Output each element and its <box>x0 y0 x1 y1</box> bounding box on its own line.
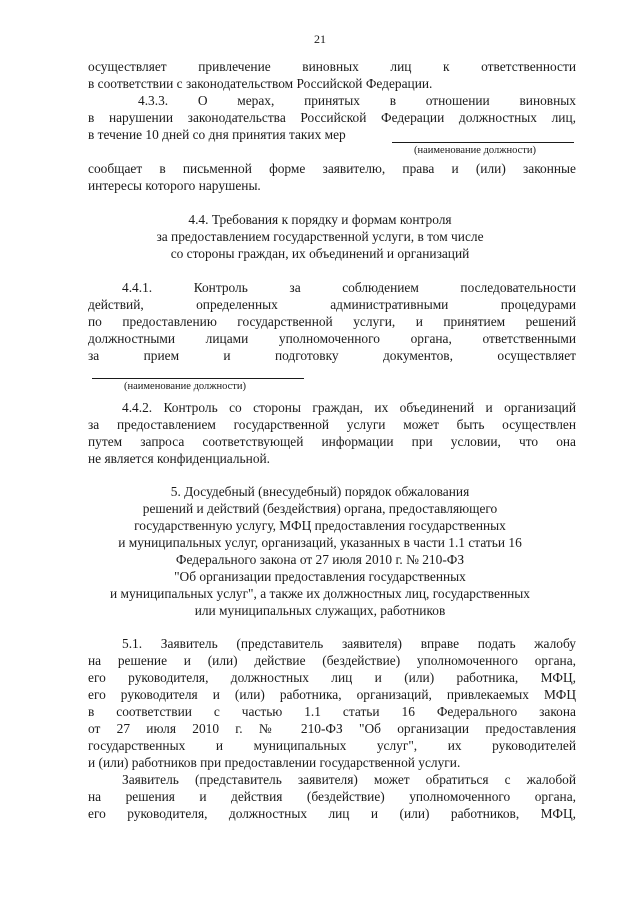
blank-underline <box>92 378 304 379</box>
text-line: 4.3.3. О мерах, принятых в отношении виновных <box>138 93 576 108</box>
text-line: в течение 10 дней со дня принятия таких мер <box>88 127 346 142</box>
page-number: 21 <box>314 32 326 46</box>
section-heading: решений и действий (бездействия) органа, предоставляющего <box>142 501 498 516</box>
text-line: 5.1. Заявитель (представитель заявителя) вправе подать жалобу <box>122 636 576 651</box>
text-line: в соответствии с частью 1.1 статьи 16 Федерального закона <box>88 704 576 719</box>
text-line: по предоставлению государственной услуги, и принятием решений <box>88 314 576 329</box>
text-line: Заявитель (представитель заявителя) может обратиться с жалобой <box>122 772 576 787</box>
text-line: в соответствии с законодательством Российской Федерации. <box>88 76 433 91</box>
text-line: сообщает в письменной форме заявителю, права и (или) законные <box>88 161 576 176</box>
field-caption: (наименование должности) <box>124 381 247 392</box>
section-heading: 5. Досудебный (внесудебный) порядок обжалования <box>170 484 470 499</box>
section-heading: со стороны граждан, их объединений и организаций <box>170 246 470 261</box>
text-line: за предоставлением государственной услуги может быть осуществлен <box>88 417 576 432</box>
section-heading: Федерального закона от 27 июля 2010 г. № 210-ФЗ <box>175 552 465 567</box>
text-line: за прием и подготовку документов, осуществляет <box>88 348 576 363</box>
text-line: 4.4.1. Контроль за соблюдением последовательности <box>122 280 576 295</box>
text-line: должностными лицами уполномоченного органа, ответственными <box>88 331 576 346</box>
section-heading: и муниципальных услуг", а также их должностных лиц, государственных <box>109 586 530 601</box>
blank-underline <box>392 142 574 143</box>
section-heading: "Об организации предоставления государственных <box>174 569 466 584</box>
text-line: на решение и (или) действие (бездействие) уполномоченного органа, <box>88 653 576 668</box>
text-line: на решения и действия (бездействие) уполномоченного органа, <box>88 789 576 804</box>
text-line: 4.4.2. Контроль со стороны граждан, их объединений и организаций <box>122 400 576 415</box>
section-heading: и муниципальных услуг, организаций, указанных в части 1.1 статьи 16 <box>118 535 522 550</box>
text-line: путем запроса соответствующей информации при условии, что она <box>88 434 576 449</box>
field-caption: (наименование должности) <box>414 145 537 156</box>
text-line: не является конфиденциальной. <box>88 451 271 466</box>
section-heading: государственную услугу, МФЦ предоставления государственных <box>134 518 506 533</box>
section-heading: или муниципальных служащих, работников <box>194 603 446 618</box>
text-line: интересы которого нарушены. <box>88 178 261 193</box>
text-line: государственных и муниципальных услуг", их руководителей <box>88 738 576 753</box>
section-heading: 4.4. Требования к порядку и формам контроля <box>188 212 452 227</box>
text-line: действий, определенных административными процедурами <box>88 297 576 312</box>
section-heading: за предоставлением государственной услуги, в том числе <box>156 229 484 244</box>
text-line: в нарушении законодательства Российской Федерации должностных лиц, <box>88 110 576 125</box>
text-line: его руководителя, должностных лиц и (или) работников, МФЦ, <box>88 806 576 821</box>
text-line: и (или) работников при предоставлении государственной услуги. <box>88 755 461 770</box>
text-line: его руководителя и (или) работника, организаций, привлекаемых МФЦ <box>88 687 576 702</box>
text-line: осуществляет привлечение виновных лиц к ответственности <box>88 59 576 74</box>
text-line: от 27 июля 2010 г. № 210-ФЗ "Об организации предоставления <box>88 721 576 736</box>
text-line: его руководителя, должностных лиц и (или) работника, МФЦ, <box>88 670 576 685</box>
